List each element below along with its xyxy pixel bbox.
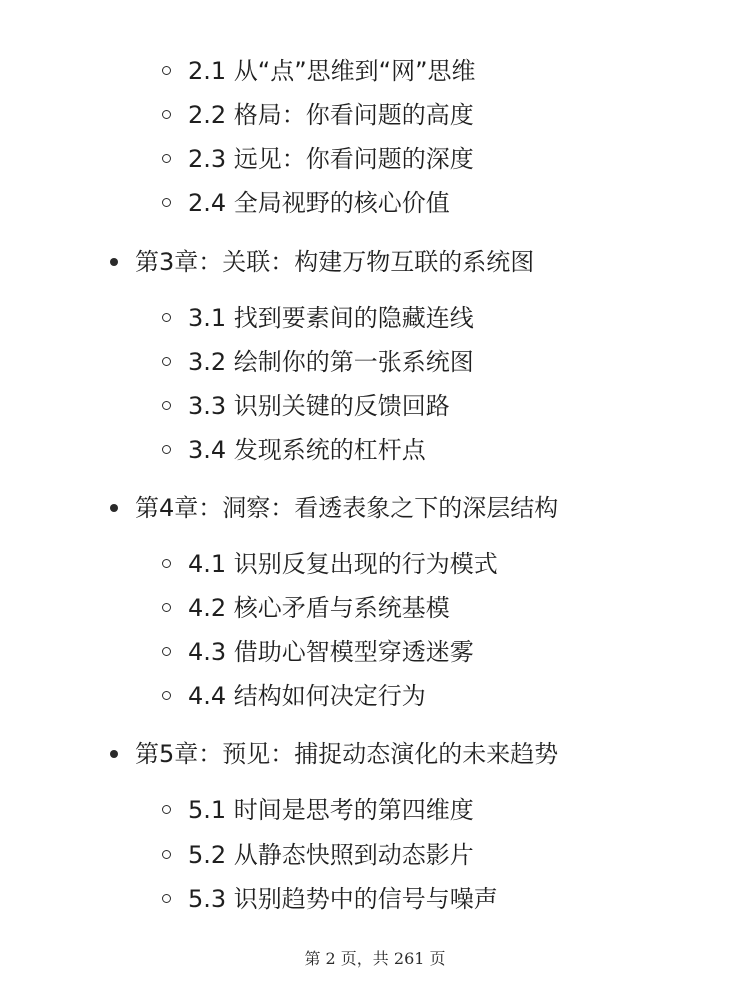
section-title: 2.4 全局视野的核心价值 (188, 189, 450, 217)
section-title: 2.3 远见：你看问题的深度 (188, 145, 474, 173)
section-title: 2.2 格局：你看问题的高度 (188, 101, 474, 129)
bullet-hollow-icon (162, 66, 171, 75)
section-title: 2.1 从“点”思维到“网”思维 (188, 57, 476, 85)
section-title: 3.2 绘制你的第一张系统图 (188, 348, 474, 376)
bullet-hollow-icon (162, 357, 171, 366)
section-title: 3.4 发现系统的杠杆点 (188, 436, 426, 464)
section-title: 3.1 找到要素间的隐藏连线 (188, 304, 474, 332)
bullet-hollow-icon (162, 445, 171, 454)
chapter-title: 第4章：洞察：看透表象之下的深层结构 (135, 494, 559, 522)
section-title: 4.3 借助心智模型穿透迷雾 (188, 638, 474, 666)
bullet-hollow-icon (162, 894, 171, 903)
bullet-filled-icon (110, 504, 118, 512)
section-title: 5.3 识别趋势中的信号与噪声 (188, 885, 498, 913)
bullet-hollow-icon (162, 647, 171, 656)
bullet-hollow-icon (162, 603, 171, 612)
section-title: 5.1 时间是思考的第四维度 (188, 796, 474, 824)
page-footer: 第 2 页，共 261 页 (304, 949, 446, 968)
section-title: 4.4 结构如何决定行为 (188, 682, 426, 710)
section-title: 5.2 从静态快照到动态影片 (188, 841, 474, 869)
bullet-hollow-icon (162, 805, 171, 814)
bullet-filled-icon (110, 258, 118, 266)
chapter-title: 第5章：预见：捕捉动态演化的未来趋势 (135, 740, 559, 768)
bullet-hollow-icon (162, 850, 171, 859)
bullet-hollow-icon (162, 559, 171, 568)
section-title: 4.2 核心矛盾与系统基模 (188, 594, 450, 622)
bullet-hollow-icon (162, 110, 171, 119)
bullet-hollow-icon (162, 198, 171, 207)
section-title: 3.3 识别关键的反馈回路 (188, 392, 450, 420)
bullet-hollow-icon (162, 313, 171, 322)
chapter-title: 第3章：关联：构建万物互联的系统图 (135, 248, 535, 276)
bullet-hollow-icon (162, 154, 171, 163)
bullet-filled-icon (110, 750, 118, 758)
section-title: 4.1 识别反复出现的行为模式 (188, 550, 498, 578)
bullet-hollow-icon (162, 401, 171, 410)
bullet-hollow-icon (162, 691, 171, 700)
